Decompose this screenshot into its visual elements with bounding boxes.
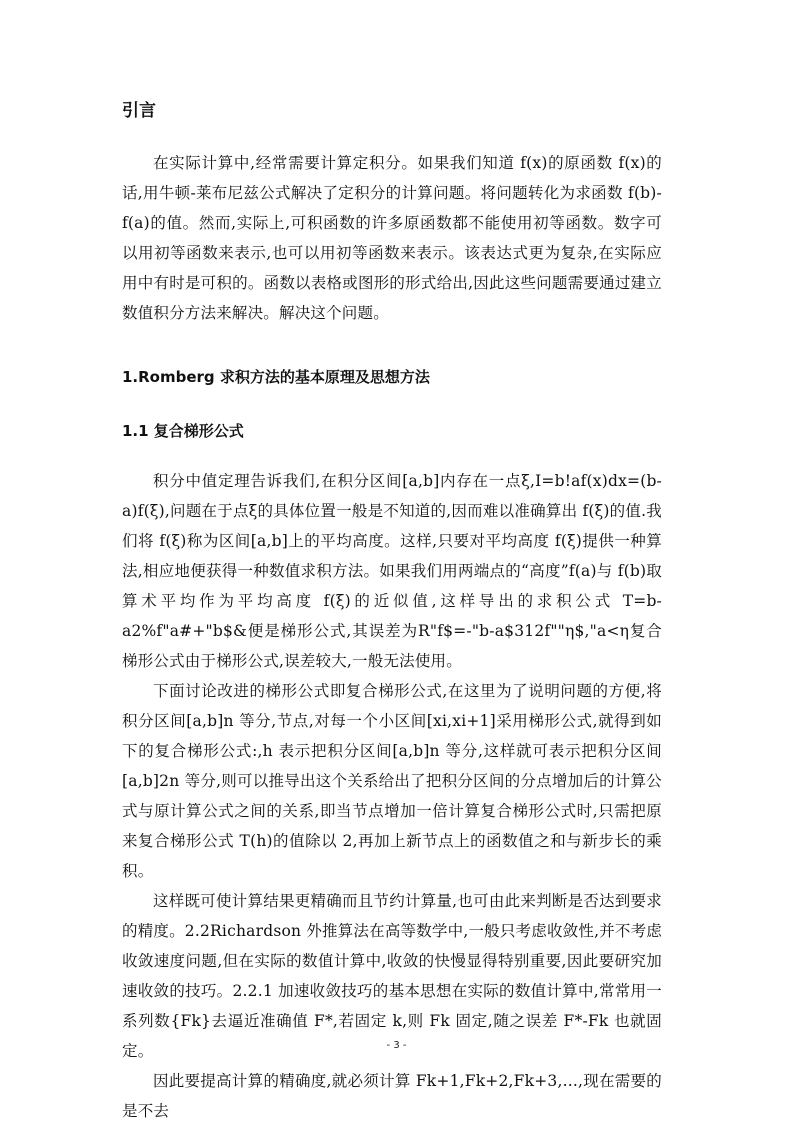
paragraph-continuation: 因此要提高计算的精确度,就必须计算 Fk+1,Fk+2,Fk+3,...,现在需要的是不去 (122, 1072, 662, 1120)
intro-heading: 引言 (122, 101, 156, 121)
body-text-block (122, 466, 662, 1126)
intro-paragraph-block (122, 148, 662, 328)
section-1-1-heading: 1.1 复合梯形公式 (122, 422, 244, 440)
section-1-1-heading-block (122, 420, 662, 442)
page-number: - 3 - (386, 1040, 407, 1051)
section-1-heading: 1.Romberg 求积方法的基本原理及思想方法 (122, 368, 430, 386)
paragraph-mean-value: 积分中值定理告诉我们,在积分区间[a,b]内存在一点ξ,I=b!af(x)dx=(b-a)f(ξ),问题在于点ξ的具体位置一般是不知道的,因而难以准确算出 f(ξ)的值.我们将 f(ξ)称为区间[a,b]上的平均高度。这样,只要对平均高度 f(ξ)提供一种算法,相应地便获得一种数值求积方法。如果我们用两端点的“高度”f(a)与 f(b)取算术平均作为平均高度 f(ξ)的近似值,这样导出的求积公式 T=b-a2%f"a#+"b$&便是梯形公式,其误差为R"f$=-"b-a$312f""η$,"a<η复合梯形公式由于梯形公式,误差较大,一般无法使用。 (122, 472, 662, 670)
paragraph-richardson: 这样既可使计算结果更精确而且节约计算量,也可由此来判断是否达到要求的精度。2.2Richardson 外推算法在高等数学中,一般只考虑收敛性,并不考虑收敛速度问题,但在实际的数值计算中,收敛的快慢显得特别重要,因此要研究加速收敛的技巧。2.2.1 加速收敛技巧的基本思想在实际的数值计算中,常常用一系列数{Fk}去逼近准确值 F*,若固定 k,则 Fk 固定,随之误差 F*-Fk 也就固定。 (122, 892, 662, 1060)
intro-section (122, 100, 662, 122)
section-1-heading-block (122, 366, 662, 388)
intro-paragraph: 在实际计算中,经常需要计算定积分。如果我们知道 f(x)的原函数 f(x)的话,用牛顿-莱布尼兹公式解决了定积分的计算问题。将问题转化为求函数 f(b)-f(a)的值。然而,实际上,可积函数的许多原函数都不能使用初等函数。数字可以用初等函数来表示,也可以用初等函数来表示。该表达式更为复杂,在实际应用中有时是可积的。函数以表格或图形的形式给出,因此这些问题需要通过建立数值积分方法来解决。解决这个问题。 (122, 154, 662, 322)
paragraph-composite-trapezoid: 下面讨论改进的梯形公式即复合梯形公式,在这里为了说明问题的方便,将积分区间[a,b]n 等分,节点,对每一个小区间[xi,xi+1]采用梯形公式,就得到如下的复合梯形公式:,h 表示把积分区间[a,b]n 等分,这样就可表示把积分区间[a,b]2n 等分,则可以推导出这个关系给出了把积分区间的分点增加后的计算公式与原计算公式之间的关系,即当节点增加一倍计算复合梯形公式时,只需把原来复合梯形公式 T(h)的值除以 2,再加上新节点上的函数值之和与新步长的乘积。 (122, 682, 662, 880)
